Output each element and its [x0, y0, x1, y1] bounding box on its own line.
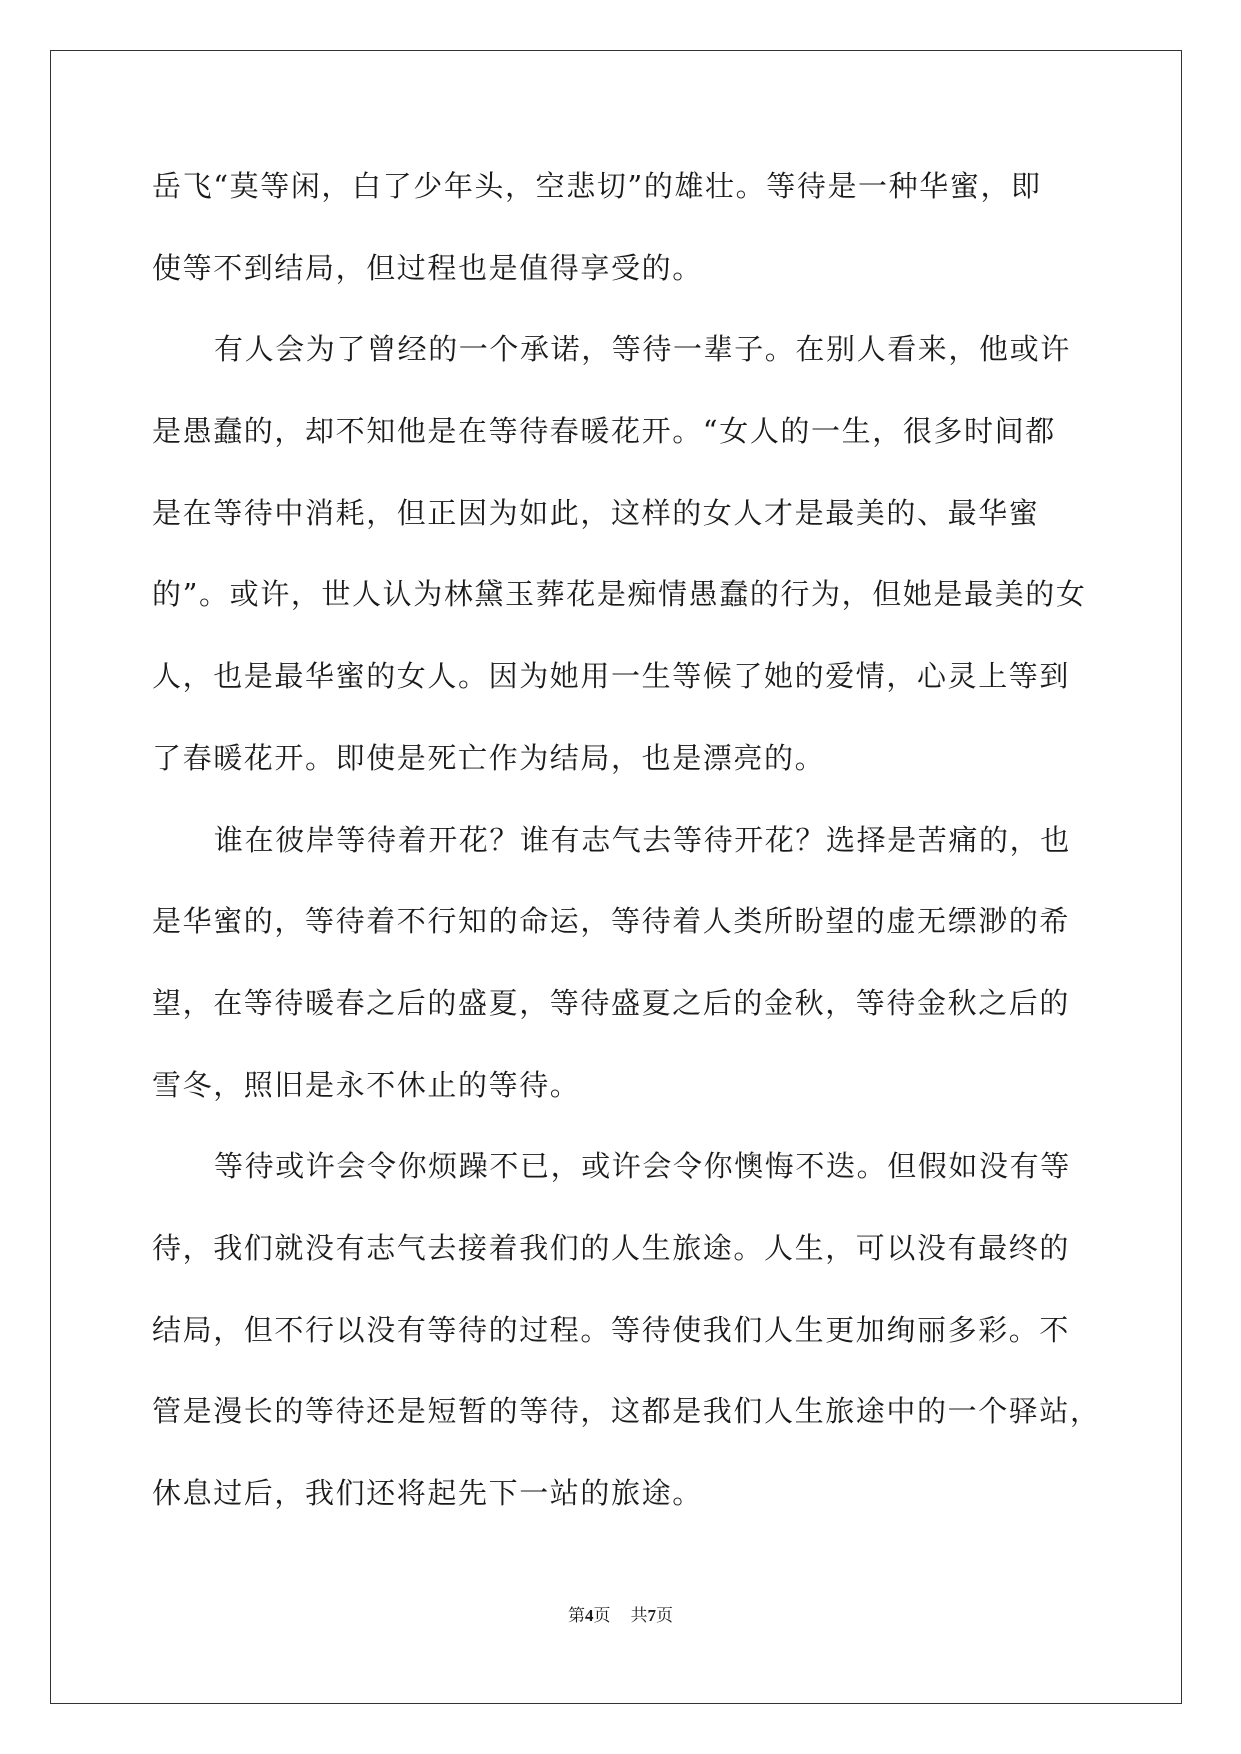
paragraph-2-line-5: 人，也是最华蜜的女人。因为她用一生等候了她的爱情，心灵上等到	[152, 659, 1071, 694]
paragraph-2-line-4: 的”。或许，世人认为林黛玉葬花是痴情愚蠢的行为，但她是最美的女	[152, 577, 1087, 612]
footer-total-pages: 7	[647, 1606, 656, 1625]
paragraph-4-line-4: 管是漫长的等待还是短暂的等待，这都是我们人生旅途中的一个驿站，	[152, 1394, 1101, 1429]
paragraph-2-line-6: 了春暖花开。即使是死亡作为结局，也是漂亮的。	[152, 740, 826, 775]
page-footer	[0, 1604, 1241, 1628]
footer-page-suffix: 页	[593, 1606, 611, 1625]
footer-total-suffix: 页	[656, 1606, 673, 1625]
document-body	[152, 158, 1101, 1547]
paragraph-1-line-1: 岳飞“莫等闲，白了少年头，空悲切”的雄壮。等待是一种华蜜，即	[152, 169, 1042, 203]
paragraph-2-line-1: 有人会为了曾经的一个承诺，等待一辈子。在别人看来，他或许	[214, 332, 1071, 367]
paragraph-2-line-2: 是愚蠢的，却不知他是在等待春暖花开。“女人的一生，很多时间都	[152, 414, 1056, 449]
paragraph-4-line-1: 等待或许会令你烦躁不已，或许会令你懊悔不迭。但假如没有等	[214, 1149, 1071, 1184]
paragraph-3-line-2: 是华蜜的，等待着不行知的命运，等待着人类所盼望的虚无缥渺的希	[152, 904, 1071, 939]
footer-total-prefix: 共	[630, 1606, 648, 1625]
paragraph-3-line-3: 望，在等待暖春之后的盛夏，等待盛夏之后的金秋，等待金秋之后的	[152, 985, 1071, 1020]
footer-page-number: 4	[585, 1606, 594, 1625]
paragraph-4-line-2: 待，我们就没有志气去接着我们的人生旅途。人生，可以没有最终的	[152, 1230, 1071, 1265]
paragraph-3-line-4: 雪冬，照旧是永不休止的等待。	[152, 1067, 581, 1102]
paragraph-1-line-2: 使等不到结局，但过程也是值得享受的。	[152, 250, 703, 285]
paragraph-4-line-5: 休息过后，我们还将起先下一站的旅途。	[152, 1476, 703, 1510]
paragraph-3-line-1: 谁在彼岸等待着开花？谁有志气去等待开花？选择是苦痛的，也	[214, 822, 1071, 857]
footer-page-prefix: 第	[568, 1606, 585, 1625]
paragraph-2-line-3: 是在等待中消耗，但正因为如此，这样的女人才是最美的、最华蜜	[152, 495, 1040, 530]
paragraph-4-line-3: 结局，但不行以没有等待的过程。等待使我们人生更加绚丽多彩。不	[152, 1312, 1071, 1347]
